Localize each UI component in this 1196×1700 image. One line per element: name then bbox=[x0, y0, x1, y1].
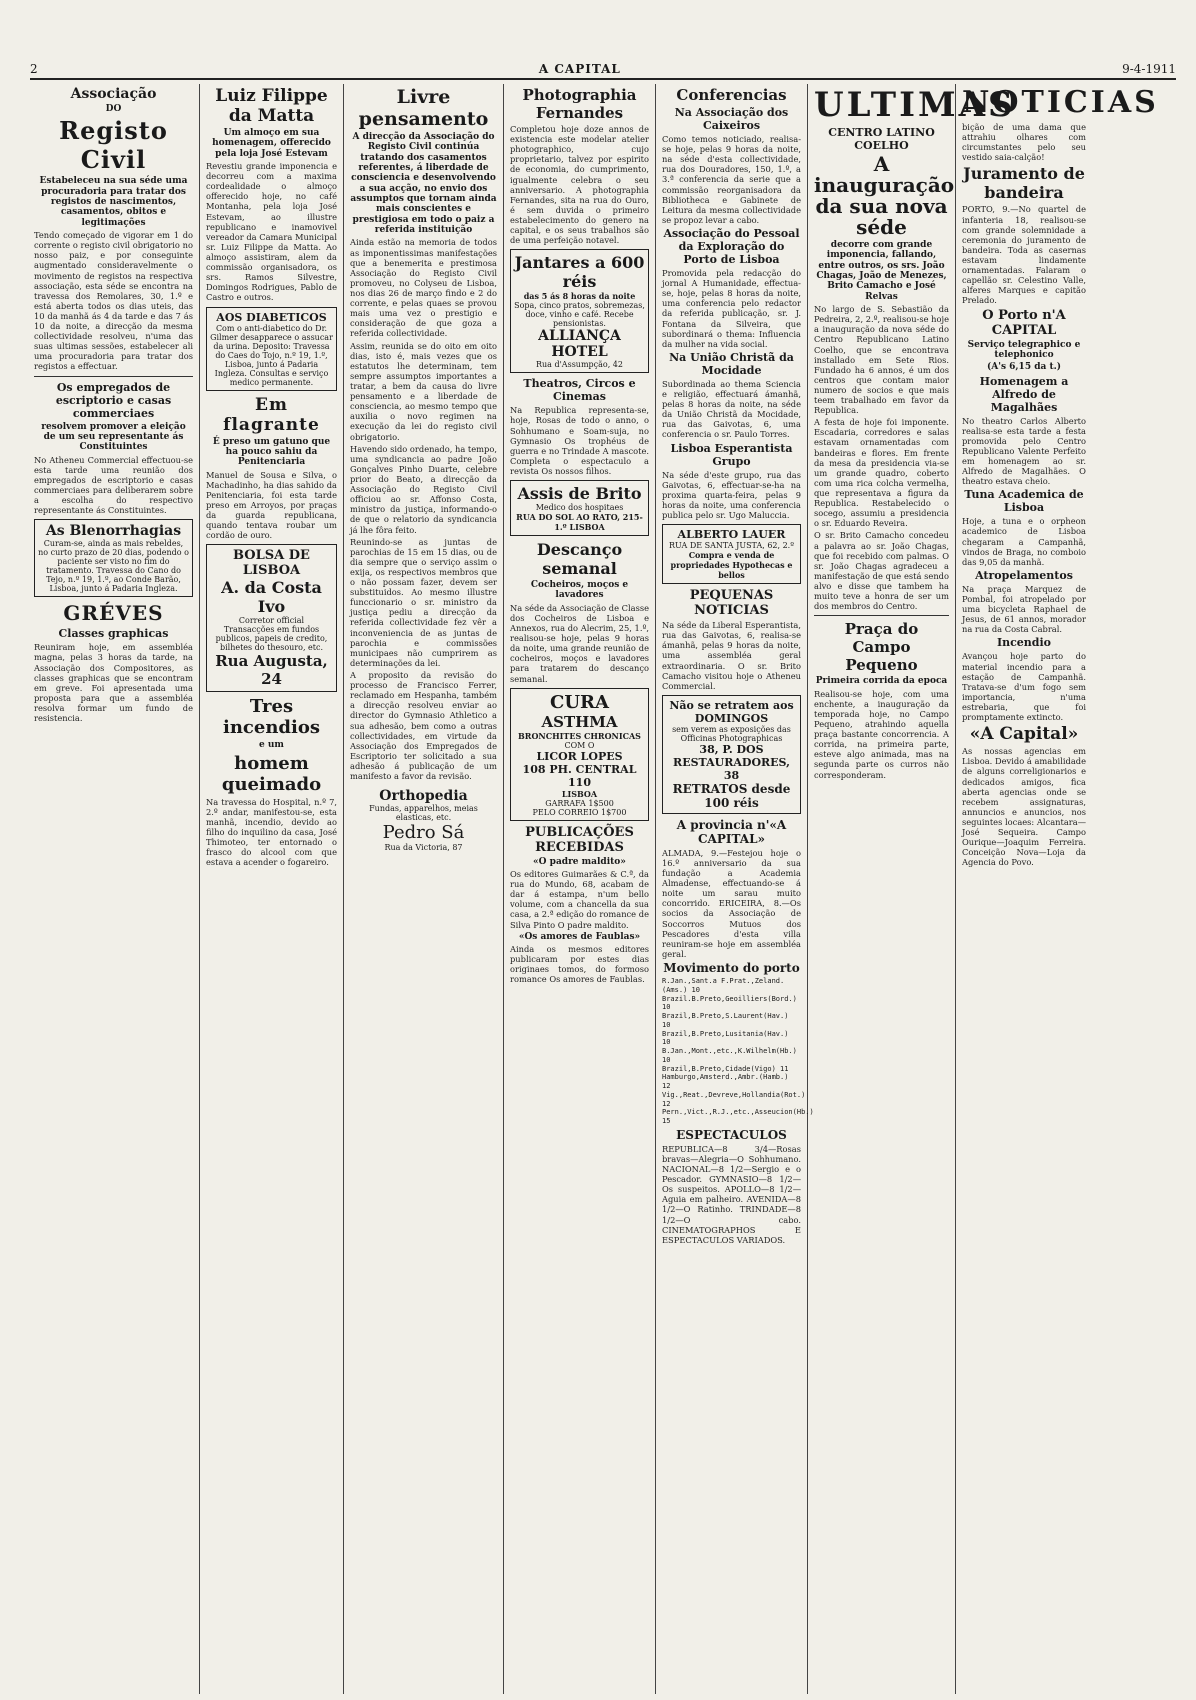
article-heading-empregados: Os empregados de escriptorio e casas commerciaes bbox=[55, 380, 172, 420]
article-body: Ainda os mesmos editores publicaram por estes dias originaes tomos, do formoso romance Os amores de Faublas. bbox=[510, 943, 649, 985]
list-item: R.Jan.,Sant.a F.Prat.,Zeland.(Ams.) 10 bbox=[662, 977, 785, 994]
ad-address: 108 PH. CENTRAL 110 bbox=[522, 762, 637, 789]
ad-address: Rua Augusta, 24 bbox=[215, 652, 328, 689]
article-body: REPUBLICA—8 3/4—Rosas bravas—Alegria—O Sohhumano. NACIONAL—8 1/2—Sergio e o Pescador. GYMNASIO—8 1/2—Os suspeitos. APOLLO—8 1/2—Aguia em palheiro. AVENIDA—8 1/2—O Ratinho. TRINDADE—8 1/2—O cabo. CINEMATOGRAPHOS E ESPECTACULOS VARIADOS. bbox=[662, 1143, 801, 1245]
article-heading: O Porto n'A CAPITAL bbox=[982, 307, 1066, 338]
ad-address: RUA DE SANTA JUSTA, 62, 2.º bbox=[669, 541, 794, 551]
article-title-publicacoes: PUBLICAÇÕES RECEBIDAS bbox=[525, 824, 634, 855]
article-body: PORTO, 9.—No quartel de infanteria 18, realisou-se com grande solemnidade a ceremonia do juramento de bandeira. Toda as casernas estavam lindamente ornamentadas. Falaram o capellão sr. Celestino Valle, alferes Marques e capitão Prelado. bbox=[962, 204, 1086, 306]
article-body: Subordinada ao thema Sciencia e religião, effectuará ámanhã, pelas 8 horas da noite, na séde da União Christã da Mocidade, rua das Gaivotas, 6, uma conferencia o sr. Paulo Torres. bbox=[662, 378, 801, 440]
ad-title: Assis de Brito bbox=[517, 484, 642, 504]
article-body: Ainda estão na memoria de todos as imponentissimas manifestações que a benemerita e prestimosa Associação do Registo Civil promoveu, no Colyseu de Lisboa, nos dias 26 de março findo e 2 do corrente, e pelas quaes se provou mais uma vez o prestigio e consideração de que goza a referida collectividade. bbox=[350, 237, 497, 339]
ad-price: RETRATOS desde 100 réis bbox=[672, 781, 791, 810]
paper-name: A CAPITAL bbox=[538, 62, 621, 76]
ad-diabeticos bbox=[206, 307, 337, 391]
ad-text: Fundas, apparelhos, meias elasticas, etc. bbox=[369, 804, 478, 823]
column-6 bbox=[808, 84, 1016, 1694]
article-body: Na praça Marquez de Pombal, foi atropelado por uma bicycleta Raphael de Jesus, de 61 annos, morador na rua da Costa Cabral. bbox=[962, 583, 1086, 635]
ad-title: Não se retratem aos DOMINGOS bbox=[669, 698, 794, 725]
article-heading: Homenagem a Alfredo de Magalhães bbox=[979, 374, 1069, 414]
ad-name: A. da Costa Ivo bbox=[221, 578, 322, 617]
column-3 bbox=[344, 84, 504, 1694]
article-deck: «O padre maldito» bbox=[533, 856, 626, 867]
article-body-flagrante: Manuel de Sousa e Silva, o Machadinho, ha dias sahido da Penitenciaria, foi esta tarde preso em Arroyos, por praças da guarda republicana, quando tentava roubar um cordão de ouro. bbox=[206, 469, 337, 541]
ad-text: Compra e venda de propriedades Hypothecas e bellos bbox=[670, 550, 793, 581]
article-title-incendios: Tres incendios bbox=[223, 696, 320, 739]
article-title-pequenas: PEQUENAS NOTICIAS bbox=[689, 588, 774, 619]
article-body: Promovida pela redacção do jornal A Humanidade, effectua-se, hoje, pelas 8 horas da noite, uma conferencia pelo redactor da referida publicação, sr. J. Fontana da Silveira, que subordinará o thema: Influencia da mulher na vida social. bbox=[662, 267, 801, 349]
ad-retratos bbox=[662, 695, 801, 814]
article-body: Na séde da Liberal Esperantista, rua das Gaivotas, 6, realisa-se ámanhã, pelas 9 horas da noite, uma assembléa geral extraordinaria. O sr. Brito Camacho visitou hoje o Atheneu Commercial. bbox=[662, 620, 801, 691]
article-body: Na Republica representa-se, hoje, Rosas de todo o anno, o Sohhumano e Soam-suja, no Gymnasio Os trophéus de guerra e no Trindade A mascote. Completa o espectaculo a revista Os nossos filhos. bbox=[510, 405, 649, 476]
article-deck: (A's 6,15 da t.) bbox=[986, 362, 1062, 373]
ad-address: Rua da Victoria, 87 bbox=[384, 843, 463, 853]
ad-role: Medico dos hospitaes bbox=[535, 503, 624, 513]
article-heading: ESPECTACULOS bbox=[676, 1127, 787, 1142]
ad-title: As Blenorrhagias bbox=[45, 523, 182, 540]
banner-noticias: NOTICIAS bbox=[962, 85, 1159, 120]
article-title-a-capital: «A Capital» bbox=[969, 724, 1079, 745]
article-deck-empregados: resolvem promover a eleição de um seu representante ás Constituintes bbox=[41, 421, 186, 453]
ad-text: Curam-se, ainda as mais rebeldes, no curto prazo de 20 dias, podendo o paciente ser visto no fim do tratamento. Travessa do Cano do Tejo, n.º 19, 1.º, ao Conde Barão, Lisboa, junto á Padaria Ingleza. bbox=[38, 539, 189, 594]
port-movements bbox=[662, 977, 814, 1126]
article-heading: A provincia n'«A CAPITAL» bbox=[676, 817, 787, 846]
list-item: B.Jan.,Mont.,etc.,K.Wilhelm(Hb.) 10 bbox=[662, 1047, 797, 1064]
article-heading: Associação do Pessoal da Exploração do Porto de Lisboa bbox=[663, 226, 800, 266]
article-title-photographia: Photographia Fernandes bbox=[522, 86, 637, 122]
article-title-associacao: Associação bbox=[70, 86, 157, 102]
article-title-descanco: Descanço semanal bbox=[536, 540, 623, 579]
ad-text: sem verem as exposições das Officinas Photographicas bbox=[672, 724, 791, 743]
ad-blenorrhagias bbox=[34, 519, 193, 597]
list-item: Hamburgo,Amsterd.,Ambr.(Hamb.) 12 bbox=[662, 1073, 789, 1091]
article-deck: «Os amores de Faublas» bbox=[518, 931, 641, 942]
article-title-flagrante: Em flagrante bbox=[223, 394, 320, 435]
article-title-e-um: e um bbox=[259, 740, 284, 751]
ad-line: BRONCHITES CHRONICAS bbox=[518, 730, 641, 741]
article-body-matta: Revestiu grande imponencia e decorreu com a maxima cordealidade o almoço offerecido hoje, no café Montanha, pela loja José Estevam, ao illustre republicano e inamovivel vereador da Camara Municipal sr. Luiz Filippe da Matta. Ao almoço assistiram, alem da commissão organisadora, os srs. Ramos Silvestre, Domingos Rodrigues, Pablo de Castro e outros. bbox=[206, 161, 337, 303]
ad-address: RUA DO SOL AO RATO, 215-1.º LISBOA bbox=[516, 512, 643, 533]
ad-title: AOS DIABETICOS bbox=[216, 310, 327, 324]
article-title: A inauguração bbox=[814, 152, 955, 197]
article-body: Tendo começado de vigorar em 1 do corrente o registo civil obrigatorio no nosso paiz, e por conseguinte augmentado consideravelmente o movimento de registos na respectiva associação, esta séde se encontra na travessa dos Remolares, 30, 1.º e está aberta todos os dias uteis, das 10 da manhã ás 4 da tarde e das 7 ás 10 da noite, a direcção da mesma collectividade resolveu, n'uma das suas ultimas sessões, estabelecer ali uma procuradoria para tratar dos registos a effectuar. bbox=[34, 230, 193, 372]
article-title-matta: Luiz Filippe da Matta bbox=[215, 86, 328, 126]
ad-name: Pedro Sá bbox=[382, 822, 465, 844]
article-deck: decorre com grande imponencia, fallando, entre outros, os srs. João Chagas, João de Menezes, Brito Camacho e José Relvas bbox=[816, 240, 947, 302]
article-heading: Na União Christã da Mocidade bbox=[669, 350, 794, 377]
article-body: No largo de S. Sebastião da Pedreira, 2, 2.º, realisou-se hoje a inauguração da nova séde do Centro Republicano Latino Coelho, que se encontrava installado em Sete Rios. Fundado ha 6 annos, é um dos centros que contam maior numero de socios e que mais teem trabalhado em favor da Republica. bbox=[814, 304, 949, 416]
ad-name: ALLIANÇA HOTEL bbox=[538, 328, 621, 361]
article-body: As nossas agencias em Lisboa. Devido á amabilidade de alguns correligionarios e dedicados amigos, fica aberta agencias onde se recebem assignaturas, annuncios e anuncios, nos seguintes locaes: Alcantara—José Sequeira. Campo Ourique—Joaquim Ferreira. Conceição Nova—Loja da Agencia do Povo. bbox=[962, 746, 1086, 868]
page-number: 2 bbox=[30, 62, 38, 76]
ad-price: GARRAFA 1$500 bbox=[545, 798, 614, 808]
article-body: Realisou-se hoje, com uma enchente, a inauguração da temporada hoje, no Campo Pequeno, atrahindo aquella praça bastante concorrencia. A corrida, na primeira parte, esteve algo animada, mas na segunda parte os curros não corresponderam. bbox=[814, 688, 949, 780]
article-title: da sua nova séde bbox=[815, 194, 948, 239]
article-body: No theatro Carlos Alberto realisa-se esta tarde a festa promovida pelo Centro Republicano Valente Perfeito em homenagem ao sr. Alfredo de Magalhães. O theatro estava cheio. bbox=[962, 415, 1086, 487]
columns bbox=[28, 84, 1178, 1694]
article-deck-matta: Um almoço em sua homenagem, offerecido pela loja José Estevam bbox=[212, 128, 331, 159]
divider bbox=[814, 615, 949, 616]
article-body: O sr. Brito Camacho concedeu a palavra ao sr. João Chagas, que foi recebido com palmas. O sr. João Chagas agradeceu a manifestação de que está sendo alvo e disse que tambem ha muito teve a honra de ser um dos membros do Centro. bbox=[814, 530, 949, 612]
list-item: Brazil,B.Preto,Cidade(Vigo) 11 bbox=[662, 1064, 789, 1073]
article-body: ALMADA, 9.—Festejou hoje o 16.º anniversario da sua fundação a Academia Almadense, effectuando-se á noite um sarau muito concorrido. ERICEIRA, 8.—Os socios da Associação de Soccorros Mutuos dos Pescadores d'esta villa reuniram-se hoje em assembléa geral. bbox=[662, 847, 801, 959]
ad-role: Corretor official bbox=[238, 616, 305, 626]
column-5 bbox=[656, 84, 814, 1694]
ad-title: ALBERTO LAUER bbox=[677, 528, 786, 542]
ad-alberto-lauer bbox=[662, 524, 801, 584]
article-heading: Incendio bbox=[996, 636, 1052, 650]
ad-text: Transacções em fundos publicos, papeis de credito, bilhetes do thesouro, etc. bbox=[215, 625, 328, 653]
article-body: Completou hoje doze annos de existencia este modelar atelier photographico, cujo proprietario, talvez por espirito de economia, do cumprimento, igualmente celebra o seu anniversario. A photographia Fernandes, sita na rua do Ouro, é sem duvida o primeiro estabelecimento do genero na capital, e os seus trabalhos são de uma perfeição notavel. bbox=[510, 124, 649, 246]
article-heading: Atropelamentos bbox=[975, 568, 1073, 582]
article-body: Reunindo-se as juntas de parochias de 15 em 15 dias, ou de dia sempre que o serviço assim o exija, os respectivos membros que o não possam fazer, devem ser substituidos. Ao mesmo illustre funccionario o sr. ministro da justiça pediu a direcção da referida collectividade fez vêr a inconveniencia de as juntas de parochia e commissões municipaes não cumprirem as determinações da lei. bbox=[350, 536, 497, 668]
article-deck: Serviço telegraphico e telephonico bbox=[967, 339, 1081, 360]
column-2 bbox=[200, 84, 344, 1694]
article-body: Como temos noticiado, realisa-se hoje, pelas 9 horas da noite, na séde d'esta collectividade, rua dos Douradores, 150, 1.º, a 3.ª conferencia da serie que a commissão reorganisadora da Bibliotheca e Gabinete de Leitura da mesma collectividade se propoz levar a cabo. bbox=[662, 134, 801, 225]
article-body-greves: Reuniram hoje, em assembléa magna, pelas 3 horas da tarde, na Associação dos Compositores, as classes graphicas que se encontram em greve. Foi apresentada uma proposta para que a assembléa resolva formar um fundo de resistencia. bbox=[34, 642, 193, 724]
ad-line: LICOR LOPES bbox=[536, 749, 623, 763]
ad-title: CURA bbox=[550, 691, 609, 713]
column-1 bbox=[28, 84, 200, 1694]
article-title-do: DO bbox=[105, 104, 122, 114]
article-body: Na séde d'este grupo, rua das Gaivotas, 6, effectuar-se-ha na proxima quarta-feira, pelas 9 horas da noite, uma conferencia publica pelo sr. Ugo Maluccia. bbox=[662, 469, 801, 520]
ad-address: 38, P. DOS RESTAURADORES, 38 bbox=[673, 742, 790, 782]
article-body: Os editores Guimarães & C.ª, da rua do Mundo, 68, acabam de dar á estampa, n'um bello volume, com a chancella da sua casa, a 2.ª edição do romance de Silva Pinto O padre maldito. bbox=[510, 868, 649, 930]
article-deck: Estabeleceu na sua séde uma procuradoria para tratar dos registos de nascimentos, casamentos, obitos e legitimações bbox=[39, 176, 188, 228]
article-heading: Lisboa Esperantista Grupo bbox=[670, 441, 793, 468]
ad-assis-brito bbox=[510, 480, 649, 536]
ad-line: ASTHMA bbox=[541, 712, 618, 731]
ad-line: COM O bbox=[564, 740, 595, 750]
article-body: Na séde da Associação de Classe dos Cocheiros de Lisboa e Annexos, rua do Alecrim, 25, 1.º, realisou-se hoje, pelas 9 horas da noite, uma grande reunião de cocheiros, moços e lavadores para tratarem do descanço semanal. bbox=[510, 602, 649, 684]
article-body: Havendo sido ordenado, ha tempo, uma syndicancia ao padre João Gonçalves Pinho Duarte, celebre prior do Beato, a direcção da Associação do Registo Civil officiou ao sr. Affonso Costa, ministro da justiça, informando-o de que o relatorio da syndicancia já lhe fôra feito. bbox=[350, 443, 497, 535]
article-heading: Tuna Academica de Lisboa bbox=[964, 488, 1084, 515]
ad-licor-lopes bbox=[510, 688, 649, 821]
ad-title: BOLSA DE LISBOA bbox=[233, 548, 310, 579]
article-heading: CENTRO LATINO COELHO bbox=[828, 126, 935, 152]
ad-title: Orthopedia bbox=[379, 788, 468, 805]
masthead bbox=[30, 60, 1176, 80]
ad-text: Sopa, cinco pratos, sobremezas, doce, vinho e café. Recebe pensionistas. bbox=[514, 301, 645, 329]
list-item: Pern.,Vict.,R.J.,etc.,Asseucion(Hb.) 15 bbox=[662, 1108, 814, 1126]
ad-bolsa bbox=[206, 544, 337, 692]
article-body: Avançou hoje parto do material incendio para a estação de Campanhã. Tratava-se d'um fogo sem importancia, n'uma estrebaria, que foi promptamente extincto. bbox=[962, 651, 1086, 723]
article-body: A proposito da revisão do processo de Francisco Ferrer, reclamado em Hespanha, também a direcção resolveu enviar ao director do Gymnasio Athletico a sua adhesão, bem como a outras collectividades, em virtude da Associação dos Empregados de Escriptorio ter solicitado a sua adhesão á publicação de um manifesto a favor da revisão. bbox=[350, 670, 497, 782]
article-title-registo-civil: Registo Civil bbox=[59, 116, 168, 175]
list-item: Vig.,Reat.,Devreve,Hollandia(Rot.) 12 bbox=[662, 1090, 806, 1108]
article-body: Hoje, a tuna e o orpheon academico de Lisboa chegaram a Campanhã, vindos de Braga, no comboio das 9,05 da manhã. bbox=[962, 516, 1086, 567]
article-body: A festa de hoje foi imponente. Escadaria, corredores e salas estavam ornamentadas com bandeiras e flores. Em frente da mesa da presidencia via-se um grande quadro, coberto com uma rica colcha vermelha, que representava a figura da Republica. Restabelecido o socego, assumiu a presidencia o sr. Eduardo Reveira. bbox=[814, 417, 949, 529]
article-body: bição de uma dama que attrahiu olhares com circumstantes pelo seu vestido saia-calção! bbox=[962, 122, 1086, 163]
ad-price: PELO CORREIO 1$700 bbox=[532, 807, 627, 817]
article-deck-flagrante: É preso um gatuno que ha pouco sahiu da Penitenciaria bbox=[212, 436, 331, 468]
article-body-incendios: Na travessa do Hospital, n.º 7, 2.º andar, manifestou-se, esta manhã, incendio, devido ao filho do inquilino da casa, José Thimoteo, ter entornado o frasco do alcool com que estava a acender o fogareiro. bbox=[206, 796, 337, 868]
article-heading-classes: Classes graphicas bbox=[58, 627, 169, 641]
ad-city: LISBOA bbox=[561, 788, 598, 799]
article-title-greves: GRÉVES bbox=[63, 601, 164, 626]
list-item: Brazil,B.Preto,Lusitania(Hav.) 10 bbox=[662, 1029, 789, 1047]
ad-text: Com o anti-diabetico do Dr. Gilmer desapparece o assucar da urina. Deposito: Travessa do Caes do Tojo, n.º 19, 1.º, Lisboa, junto á Padaria Ingleza. Consultas e serviço medico permanente. bbox=[210, 323, 333, 387]
list-item: Brazil.B.Preto,Geoilliers(Bord.) 10 bbox=[662, 994, 797, 1012]
ad-jantares bbox=[510, 249, 649, 373]
article-title-juramento: Juramento de bandeira bbox=[963, 164, 1085, 203]
article-heading-theatros: Theatros, Circos e Cinemas bbox=[523, 377, 636, 404]
article-deck: Primeira corrida da epoca bbox=[815, 676, 948, 687]
article-title-livre-pensamento: Livre pensamento bbox=[358, 86, 489, 130]
column-7 bbox=[956, 84, 1159, 1694]
ad-address: Rua d'Assumpção, 42 bbox=[536, 360, 623, 370]
ad-orthopedia bbox=[350, 785, 497, 855]
article-heading: Movimento do porto bbox=[663, 961, 800, 976]
banner-ultimas: ULTIMAS bbox=[814, 85, 1016, 125]
article-body: Assim, reunida se do oito em oito dias, isto é, mais vezes que os estatutos lhe determinam, tem sempre assumptos importantes a tratar, a bem da causa do livre pensamento e a liberdade de consciencia, ao mesmo tempo que auxilia o novo regimen na execução da lei do registo civil obrigatorio. bbox=[350, 340, 497, 442]
article-title-praca: Praça do Campo Pequeno bbox=[844, 620, 919, 675]
article-title-homem: homem queimado bbox=[221, 752, 322, 795]
ad-title: Jantares a 600 réis bbox=[514, 253, 645, 292]
article-deck-livre: A direcção da Associação do Registo Civil continúa tratando dos casamentos referentes, á liberdade de consciencia e desenvolvendo a sua acção, no envio dos assumptos que tornam ainda mais conscientes e prestigiosa em todo o paiz a referida instituição bbox=[350, 132, 497, 236]
column-4 bbox=[504, 84, 656, 1694]
list-item: Brazil,B.Preto,S.Laurent(Hav.) 10 bbox=[662, 1012, 789, 1029]
article-body-empregados: No Atheneu Commercial effectuou-se esta tarde uma reunião dos empregados de escriptorio e casas commerciaes para deliberarem sobre a escolha do respectivo representante ás Constituintes. bbox=[34, 454, 193, 516]
ad-sub: das 5 ás 8 horas da noite bbox=[523, 291, 636, 302]
divider bbox=[34, 376, 193, 377]
issue-date: 9-4-1911 bbox=[1122, 62, 1176, 76]
article-deck: Cocheiros, moços e lavadores bbox=[530, 580, 629, 601]
article-heading: Na Associação dos Caixeiros bbox=[674, 106, 789, 132]
article-title-conferencias: Conferencias bbox=[676, 86, 787, 104]
